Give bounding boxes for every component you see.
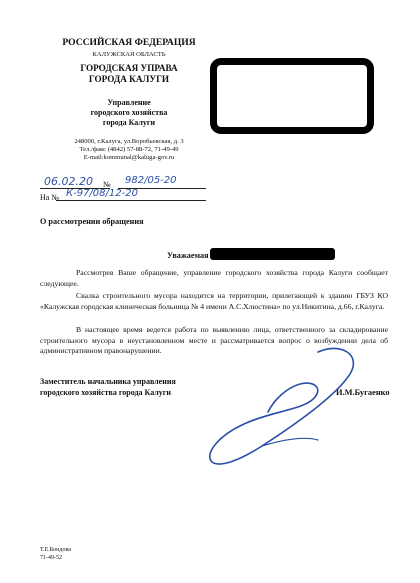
country-name: РОССИЙСКАЯ ФЕДЕРАЦИЯ	[62, 37, 196, 48]
org-email: E-mail:kommunal@kaluga-gov.ru	[83, 154, 175, 161]
dept-name-line2: городского хозяйства	[90, 108, 168, 117]
handwritten-signature	[200, 340, 390, 480]
recipient-name-redaction	[210, 248, 335, 260]
registration-line2-underline	[56, 200, 206, 201]
executor-name: Т.Е.Бондова	[40, 547, 71, 553]
salutation: Уважаемая	[167, 251, 209, 260]
letter-number: 982/05-20	[125, 175, 177, 186]
body-paragraph-1	[40, 268, 388, 289]
dept-name-line1: Управление	[107, 98, 151, 107]
org-name-line1: ГОРОДСКАЯ УПРАВА	[80, 63, 178, 73]
dept-name-line3: города Калуги	[102, 118, 156, 127]
executor-phone: 71-49-52	[40, 555, 62, 561]
body-paragraph-3-text: В настоящее время ведется работа по выявлению лица, ответственного за складирование строительного мусора в неустановленном месте и рассматривается вопрос о возбуждении дела об административном правонарушении.	[40, 325, 388, 356]
signatory-name: И.М.Бугаенко	[336, 388, 390, 397]
signatory-title-line1: Заместитель начальника управления	[40, 377, 176, 386]
org-name-line2: ГОРОДА КАЛУГИ	[88, 74, 170, 84]
body-paragraph-1-text: Рассмотрев Ваше обращение, управление городского хозяйства города Калуги сообщает следующее.	[40, 268, 388, 288]
letter-date: 06.02.20	[44, 175, 93, 188]
addressee-redaction	[210, 58, 374, 134]
reference-prefix: На №	[40, 193, 59, 202]
region-name: КАЛУЖСКАЯ ОБЛАСТЬ	[92, 51, 166, 58]
org-address: 248000, г.Калуга, ул.Воробьевская, д. 3	[74, 138, 184, 145]
body-paragraph-2-text: Свалка строительного мусора находится на территории, прилегающей к зданию ГБУЗ КО «Калужская городская клиническая больница № 4 имени А.С.Хлюстина» по ул.Никитина, д.66, г.Калуга.	[40, 291, 388, 311]
letter-subject: О рассмотрении обращения	[40, 217, 144, 226]
signatory-title-line2: городского хозяйства города Калуги	[40, 388, 172, 397]
org-phone: Тел./факс (4842) 57-88-72, 71-49-49	[79, 146, 179, 153]
number-prefix: №	[103, 180, 111, 189]
reference-number: К-97/08/12-20	[66, 188, 138, 199]
body-paragraph-2	[40, 291, 388, 312]
